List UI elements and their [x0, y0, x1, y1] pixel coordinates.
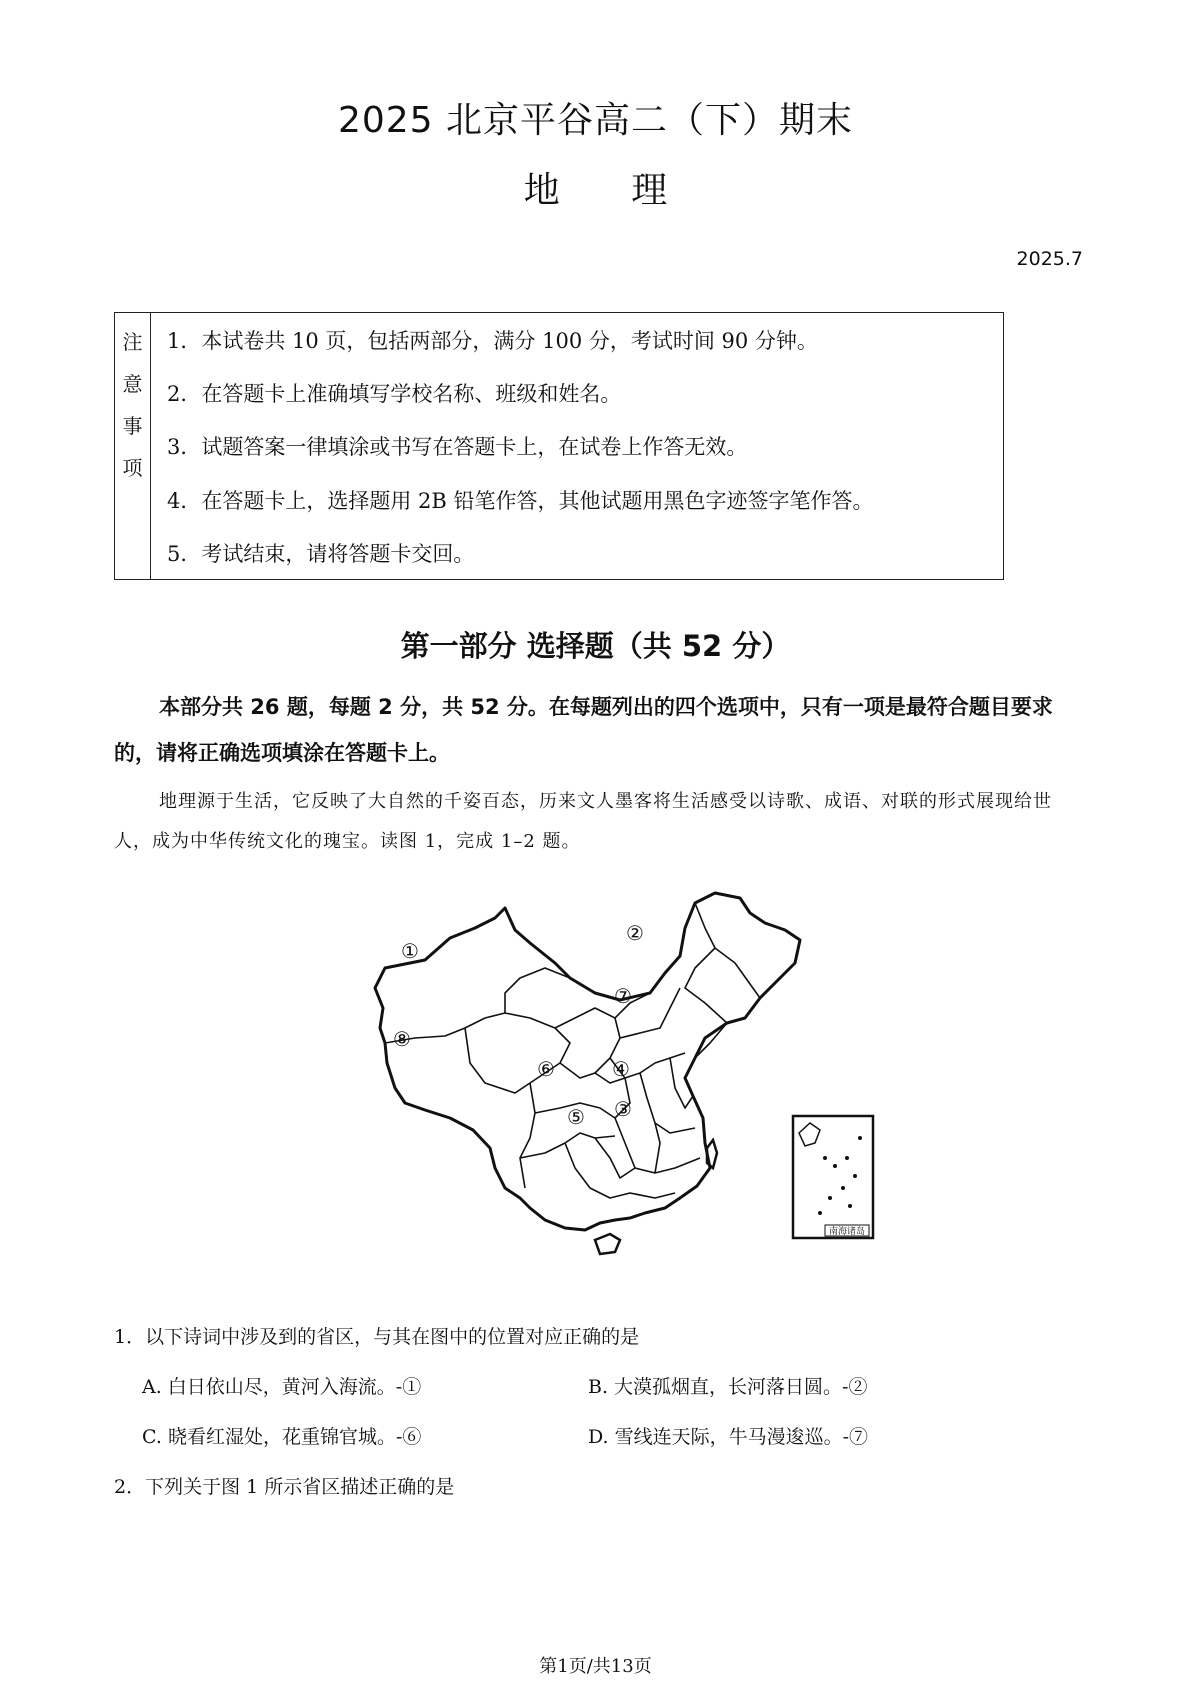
notice-label-char: 意 [122, 372, 143, 396]
map-border [655, 1123, 660, 1173]
notice-label-char: 项 [122, 456, 143, 480]
map-outline [375, 893, 800, 1230]
notice-item: 3．试题答案一律填涂或书写在答题卡上，在试卷上作答无效。 [167, 435, 748, 459]
question-1-option-a: A. 白日依山尽，黄河入海流。-① [142, 1376, 422, 1398]
region-label-6: ⑥ [537, 1057, 555, 1081]
region-label-4: ④ [612, 1057, 630, 1081]
map-border [670, 1058, 693, 1108]
hainan-island [595, 1234, 620, 1254]
notice-item: 4．在答题卡上，选择题用 2B 铅笔作答，其他试题用黑色字迹签字笔作答。 [167, 489, 874, 513]
notice-box [114, 312, 1004, 580]
question-1-option-c: C. 晓看红湿处，花重锦官城。-⑥ [142, 1426, 422, 1448]
part1-title: 第一部分 选择题（共 52 分） [400, 629, 791, 663]
page-footer: 第1页/共13页 [539, 1656, 652, 1677]
part1-description: 本部分共 26 题，每题 2 分，共 52 分。在每题列出的四个选项中，只有一项是最符合题目要求的，请将正确选项填涂在答题卡上。 [114, 695, 1053, 765]
region-label-7: ⑦ [614, 984, 632, 1008]
exam-date: 2025.7 [1016, 248, 1083, 270]
map-border [505, 968, 570, 1013]
part1-intro: 地理源于生活，它反映了大自然的千姿百态，历来文人墨客将生活感受以诗歌、成语、对联的形式展现给世人，成为中华传统文化的瑰宝。读图 1，完成 1–2 题。 [114, 791, 1052, 852]
exam-title: 2025 北京平谷高二（下）期末 [337, 100, 854, 141]
subject-title: 地 理 [523, 170, 668, 211]
inset-label: 南海诸岛 [828, 1227, 866, 1237]
question-1-option-b: B. 大漠孤烟直，长河落日圆。-② [588, 1376, 868, 1398]
question-2-stem: 2．下列关于图 1 所示省区描述正确的是 [114, 1476, 455, 1498]
region-label-2: ② [626, 921, 644, 945]
map-border [555, 1008, 620, 1073]
map-border [520, 1083, 535, 1188]
map-border [695, 1023, 727, 1058]
region-label-1: ① [401, 939, 419, 963]
map-border [465, 1028, 530, 1093]
notice-label-char: 注 [122, 330, 143, 354]
inset-south-china-sea [793, 1116, 873, 1238]
map-border [625, 1053, 685, 1078]
map-border [615, 1118, 700, 1173]
map-border [595, 1138, 635, 1178]
map-border [695, 903, 760, 998]
notice-label [115, 313, 151, 579]
notice-item: 1．本试卷共 10 页，包括两部分，满分 100 分，考试时间 90 分钟。 [167, 329, 818, 353]
region-label-3: ③ [614, 1097, 632, 1121]
question-1-option-d: D. 雪线连天际，牛马漫逡巡。-⑦ [588, 1426, 869, 1448]
region-label-5: ⑤ [567, 1105, 585, 1129]
china-province-map [355, 868, 875, 1298]
notice-item: 2．在答题卡上准确填写学校名称、班级和姓名。 [167, 382, 622, 406]
notice-label-char: 事 [122, 414, 143, 438]
question-1-stem: 1．以下诗词中涉及到的省区，与其在图中的位置对应正确的是 [114, 1326, 640, 1348]
region-label-8: ⑧ [393, 1027, 411, 1051]
notice-item: 5．考试结束，请将答题卡交回。 [167, 542, 475, 566]
map-border [685, 948, 727, 1023]
